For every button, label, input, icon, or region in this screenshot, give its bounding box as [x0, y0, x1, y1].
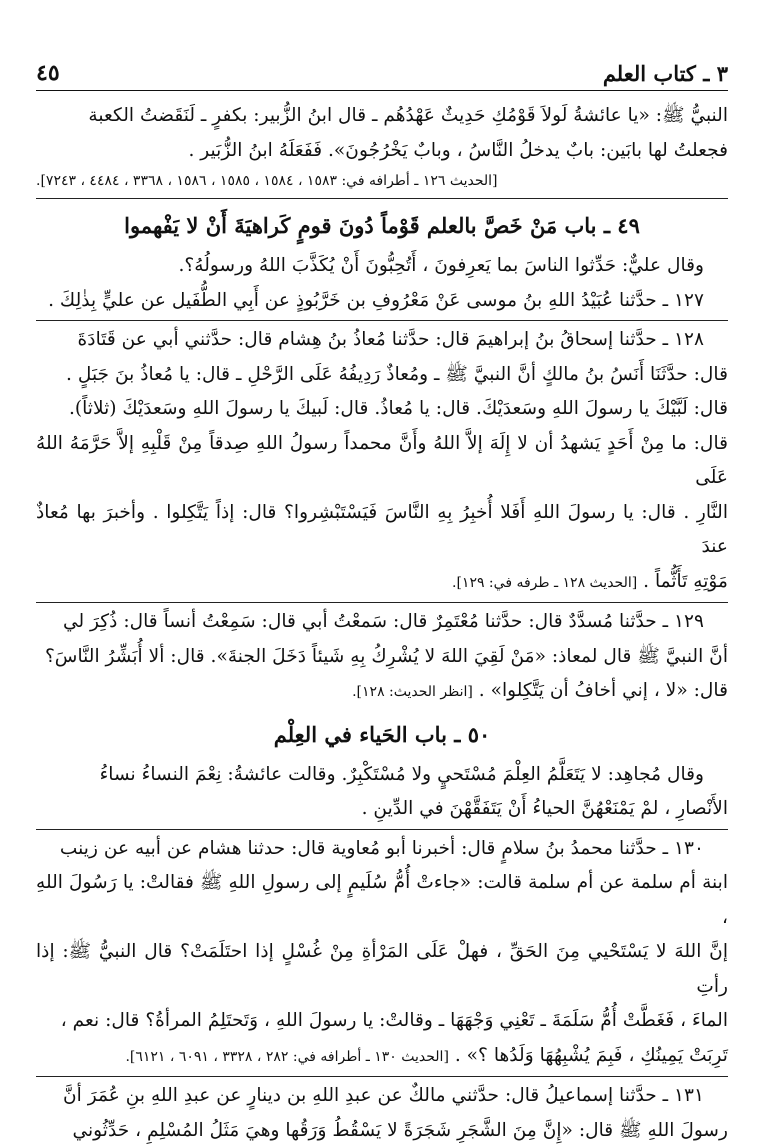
text-line: ١٣٠ ـ حدَّثنا محمدُ بنُ سلامٍ قال: أخبرنا أبو مُعاوية قال: حدثنا هشام عن أبيه عن زينب	[36, 832, 728, 867]
hadith-130	[36, 832, 728, 1075]
hadith-127: ١٢٧ ـ حدَّثنا عُبَيْدُ اللهِ بنُ موسى عَنْ مَعْرُوفِ بن خَرَّبُوذٍ عن أَبِي الطُّفَيل عن عليٍّ بِذٰلِكَ .	[36, 284, 728, 319]
hadith-reference: [الحديث ١٣٠ ـ أطرافه في: ٢٨٢ ، ٣٣٢٨ ، ٦٠٩١ ، ٦١٢١].	[125, 1049, 448, 1065]
hadith-reference: [الحديث ١٢٦ ـ أطرافه في: ١٥٨٣ ، ١٥٨٤ ، ١٥٨٥ ، ١٥٨٦ ، ٣٣٦٨ ، ٤٤٨٤ ، ٧٢٤٣].	[36, 170, 728, 192]
chapter-title: ٣ ـ كتاب العلم	[603, 61, 728, 86]
text-line: النَّارِ . قال: يا رسولَ اللهِ أَفَلا أُخبِرُ بِهِ النَّاسَ فَيَسْتَبْشِروا؟ قال: إذاً يَتَّكِلوا . وأخبرَ بها مُعاذٌ عندَ	[36, 496, 728, 565]
page-number: ٤٥	[36, 60, 60, 86]
hadith-reference: [انظر الحديث: ١٢٨].	[352, 684, 473, 700]
text-fragment: مَوْتِهِ تَأَثُّماً .	[643, 571, 728, 592]
hadith-128	[36, 323, 728, 600]
text-line: الأَنْصارِ ، لمْ يَمْنَعْهُنَّ الحياءُ أَنْ يَتَفَقَّهْنَ في الدِّينِ .	[36, 792, 728, 827]
text-line: ١٢٩ ـ حدَّثنا مُسدَّدٌ قال: حدَّثنا مُعْتَمِرٌ قال: سَمعْتُ أبي قال: سَمِعْتُ أنساً قال: ذُكِرَ لي	[36, 605, 728, 640]
text-fragment: تَرِبَتْ يَمِينُكِ ، فَبِمَ يُشْبِهُهَا وَلَدُها ؟» .	[455, 1045, 728, 1066]
page-header	[36, 56, 728, 91]
text-line: ١٢٨ ـ حدَّثنا إسحاقُ بنُ إبراهيمَ قال: حدَّثنا مُعاذُ بنُ هِشام قال: حدَّثني أبي عن قَتَادَةَ	[36, 323, 728, 358]
divider	[36, 198, 728, 199]
text-line: الماءَ ، فَغَطَّتْ أُمُّ سَلَمَةَ ـ تَعْنِي وَجْهَهَا ـ وقالتْ: يا رسولَ اللهِ ، وَتَحتَلِمُ المرأةُ؟ قال: نعم ،	[36, 1004, 728, 1039]
hadith-reference: [الحديث ١٢٨ ـ طرفه في: ١٢٩].	[452, 575, 637, 591]
text-line	[36, 674, 728, 710]
text-line: إنَّ اللهَ لا يَسْتَحْيي مِنَ الحَقِّ ، فهلْ عَلَى المَرْأةِ مِنْ غُسْلٍ إذا احتَلَمَتْ؟ قال النبيُّ ﷺ: إذا رأتِ	[36, 935, 728, 1004]
text-line: قال: ما مِنْ أَحَدٍ يَشهدُ أن لا إِلَهَ إلاَّ اللهُ وأَنَّ محمداً رسولُ اللهِ صِدقاً مِنْ قَلْبِهِ إلاَّ حَرَّمَهُ اللهُ عَلَى	[36, 427, 728, 496]
hadith-131	[36, 1079, 728, 1148]
text-line: وقال مُجاهِد: لا يَتَعَلَّمُ العِلْمَ مُسْتَحيٍ ولا مُسْتَكْبِرٌ. وقالت عائشةُ: نِعْمَ النساءُ نساءُ	[36, 758, 728, 793]
divider	[36, 320, 728, 321]
book-page	[36, 56, 728, 1148]
text-line: أنَّ النبيَّ ﷺ قال لمعاذ: «مَنْ لَقِيَ اللهَ لا يُشْرِكُ بِهِ شَيئاً دَخَلَ الجنةَ». قال: ألا أُبَشِّرُ النَّاسَ؟	[36, 640, 728, 675]
text-line: وقال عليٌّ: حَدِّثوا الناسَ بما يَعرِفونَ ، أَتُحِبُّونَ أَنْ يُكَذَّبَ اللهُ ورسولُهُ؟.	[36, 249, 728, 284]
text-line: رسولَ اللهِ ﷺ قال: «إِنَّ مِنَ الشَّجَرِ شَجَرَةً لا يَسْقُطُ وَرَقُها وهيَ مَثَلُ المُسْلِمِ ، حَدِّثُوني	[36, 1114, 728, 1148]
text-fragment: قال: «لا ، إني أخافُ أن يَتَّكِلوا» .	[479, 680, 728, 701]
text-line: ابنة أم سلمة عن أم سلمة قالت: «جاءتْ أُمُّ سُلَيمٍ إلى رسولِ اللهِ ﷺ فقالتْ: يا رَسُولَ اللهِ ،	[36, 866, 728, 935]
hadith-126-continuation	[36, 99, 728, 192]
hadith-129	[36, 605, 728, 710]
chapter-heading-49: ٤٩ ـ باب مَنْ خَصَّ بالعلم قَوْماً دُونَ قومٍ كَراهيَةَ أَنْ لا يَفْهموا	[36, 207, 728, 245]
text-line	[36, 1039, 728, 1075]
divider	[36, 602, 728, 603]
chapter-heading-50: ٥٠ ـ باب الحَياء في العِلْم	[36, 716, 728, 754]
divider	[36, 829, 728, 830]
text-line	[36, 565, 728, 601]
text-line: ١٣١ ـ حدَّثنا إسماعيلُ قال: حدَّثني مالكٌ عن عبدِ اللهِ بن دينارٍ عن عبدِ اللهِ بنِ عُمَرَ أنَّ	[36, 1079, 728, 1114]
divider	[36, 1076, 728, 1077]
text-line: النبيُّ ﷺ: «يا عائشةُ لَولاَ قَوْمُكِ حَدِيثٌ عَهْدُهُم ـ قال ابنُ الزُّبير: بكفرٍ ـ لَنَقَضتُ الكعبة	[36, 99, 728, 134]
mujahid-quote	[36, 758, 728, 827]
text-line: قال: حدَّثَنَا أَنَسُ بنُ مالكٍ أنَّ النبيَّ ﷺ ـ ومُعاذٌ رَدِيفُهُ عَلَى الرَّحْلِ ـ قال: يا مُعاذُ بنَ جَبَلٍ .	[36, 358, 728, 393]
text-line: قال: لَبَّيْكَ يا رسولَ اللهِ وسَعدَيْكَ. قال: يا مُعاذُ. قال: لَبيكَ يا رسولَ اللهِ وسَعدَيْكَ (ثلاثاً).	[36, 392, 728, 427]
text-line: فجعلتُ لها بابَين: بابٌ يدخلُ النَّاسُ ، وبابٌ يَخْرُجُونَ». فَفَعَلَهُ ابنُ الزُّبَير .	[36, 134, 728, 169]
